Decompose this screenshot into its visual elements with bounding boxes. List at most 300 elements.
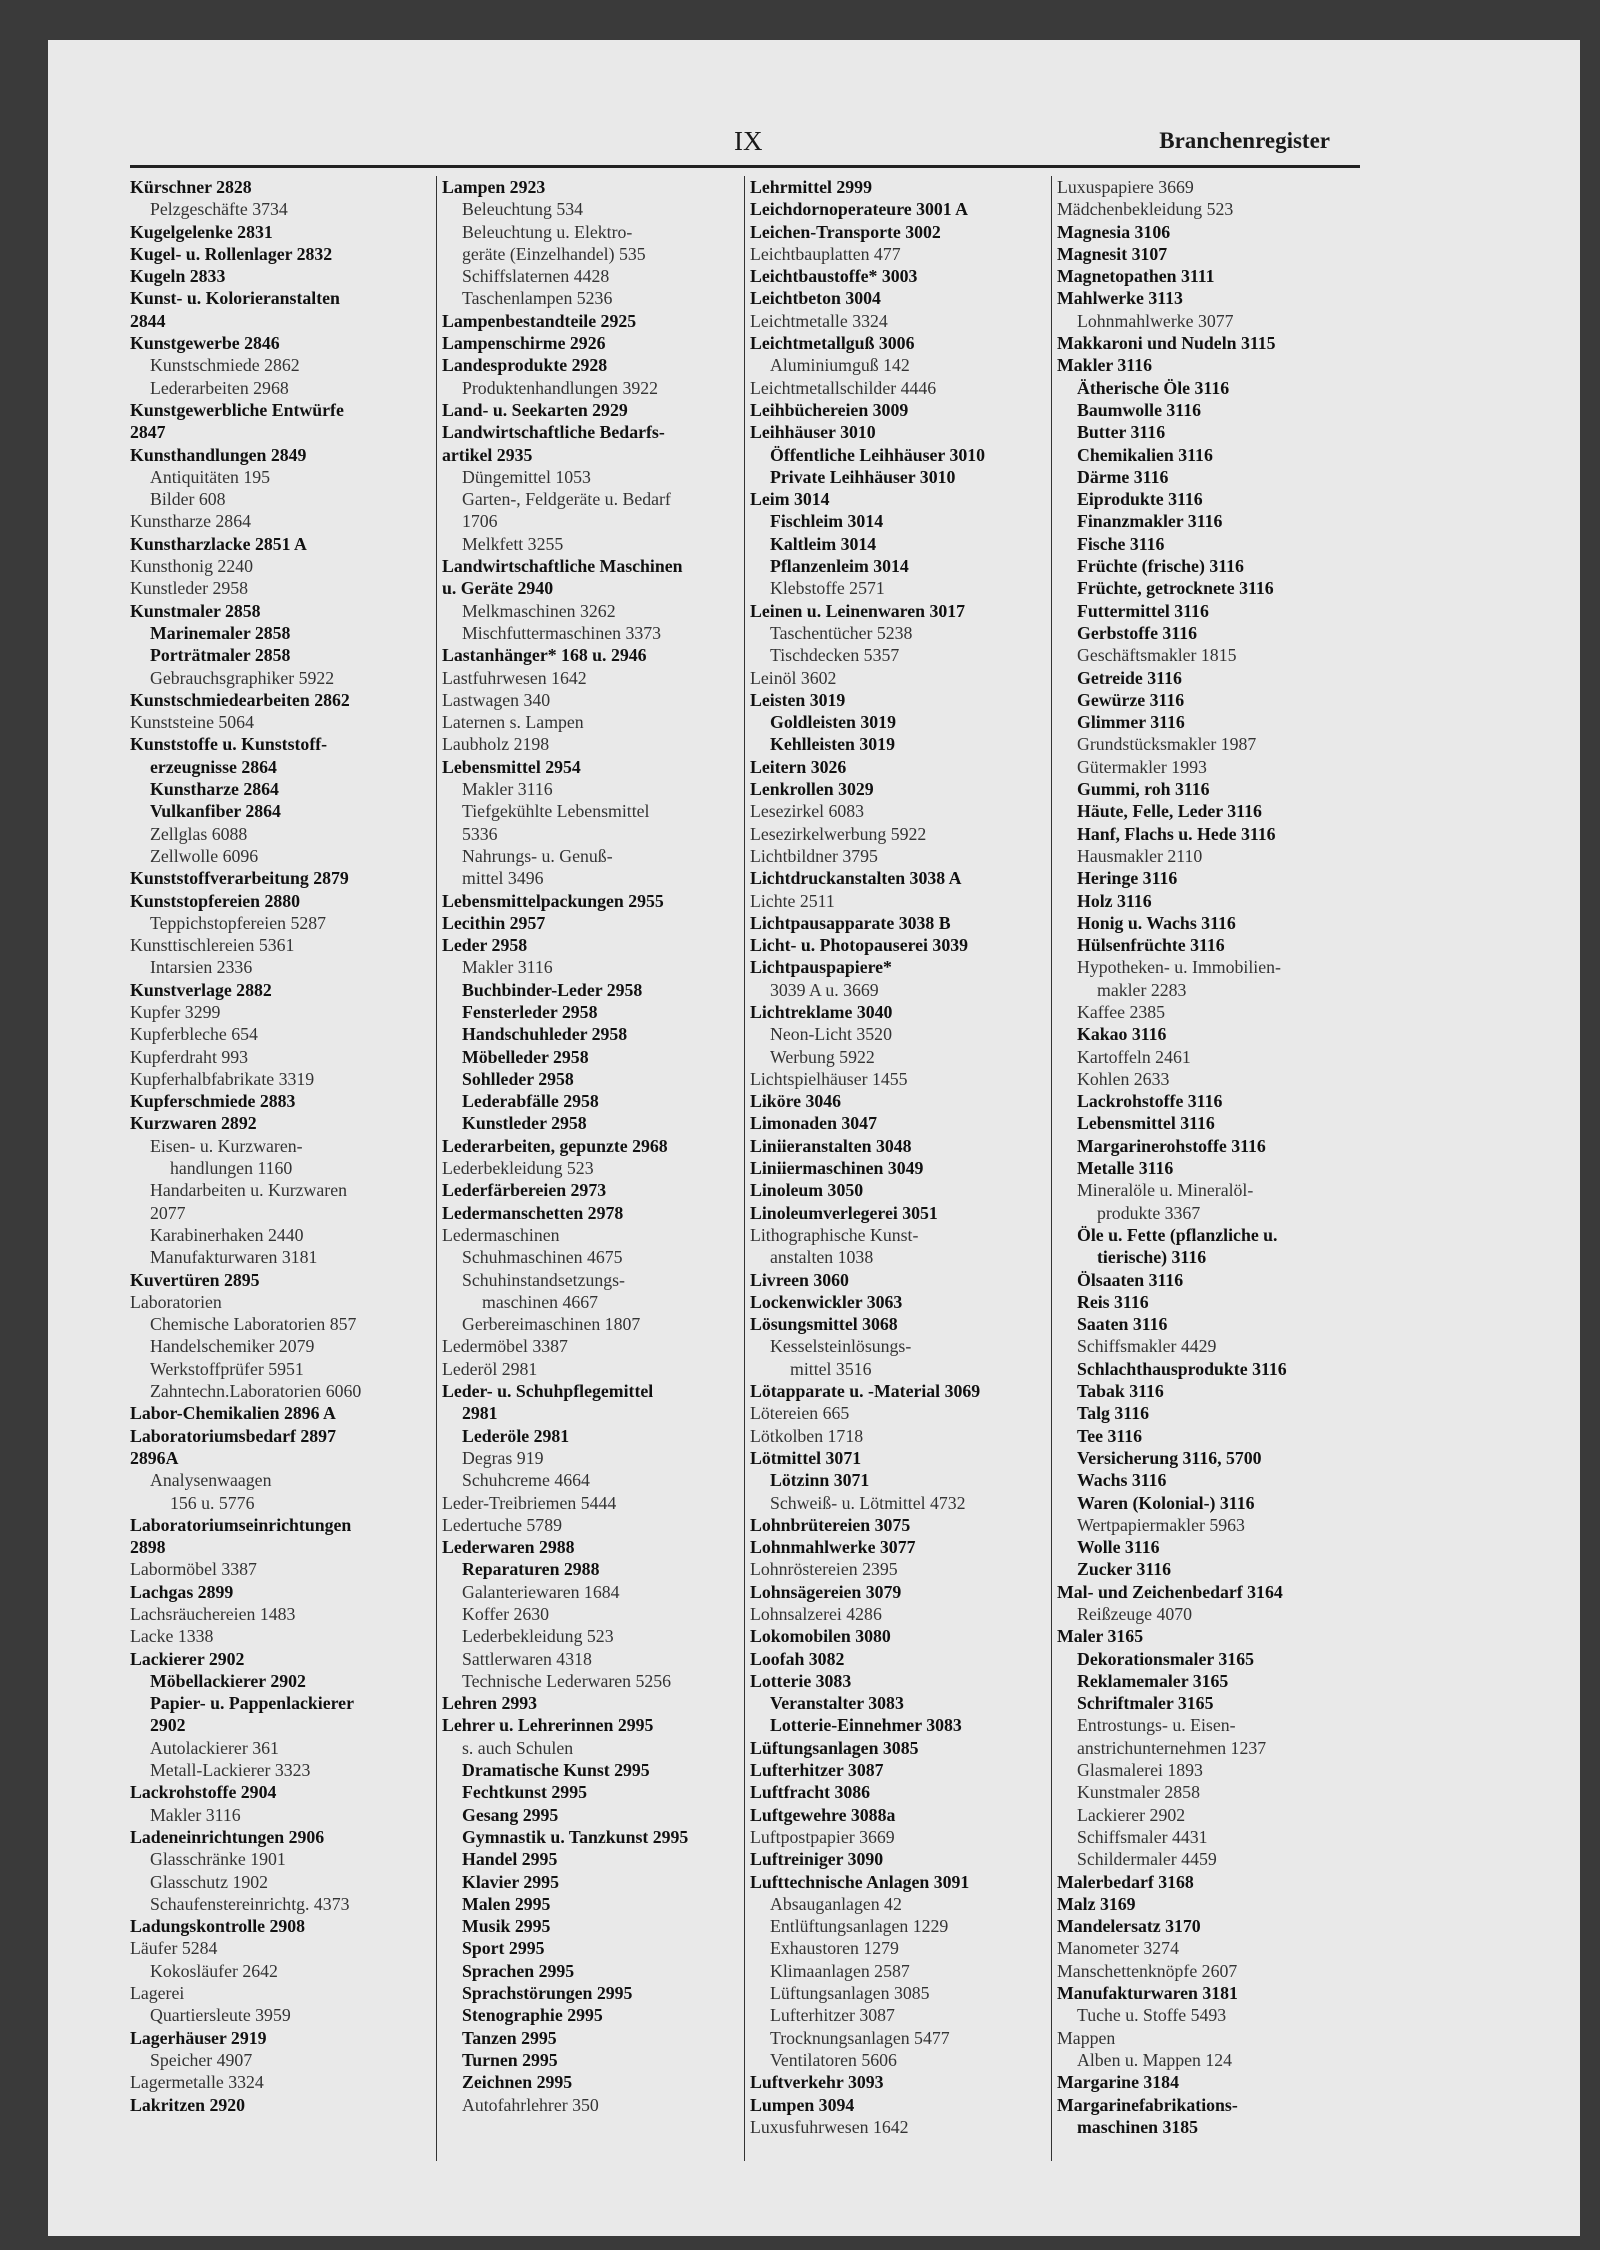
- register-entry: Mädchenbekleidung 523: [1057, 199, 1234, 220]
- register-subentry: Zellwolle 6096: [150, 845, 259, 866]
- register-subentry: Lederöle 2981: [462, 1425, 570, 1446]
- register-entry: Leisten 3019: [750, 689, 846, 710]
- register-subentry: Kunstleder 2958: [462, 1113, 587, 1134]
- register-subentry: Eisen- u. Kurzwaren-: [150, 1135, 303, 1156]
- register-entry: Leitern 3026: [750, 756, 847, 777]
- register-entry: Lackierer 2902: [130, 1648, 245, 1669]
- register-entry: Liniieranstalten 3048: [750, 1135, 912, 1156]
- register-subentry: Werbung 5922: [770, 1046, 875, 1067]
- register-subentry: Wachs 3116: [1077, 1470, 1167, 1491]
- register-entry: Magnesia 3106: [1057, 221, 1171, 242]
- register-entry: Linoleumverlegerei 3051: [750, 1202, 938, 1223]
- register-subentry: Analysenwaagen: [150, 1470, 272, 1491]
- register-entry: Livreen 3060: [750, 1269, 849, 1290]
- register-subentry: Baumwolle 3116: [1077, 399, 1201, 420]
- register-subentry: Tabak 3116: [1077, 1381, 1164, 1402]
- register-entry: 2896A: [130, 1447, 179, 1468]
- register-entry: Leim 3014: [750, 489, 830, 510]
- register-entry: Magnesit 3107: [1057, 243, 1168, 264]
- register-subentry: Holz 3116: [1077, 890, 1152, 911]
- register-entry: Leichtmetallguß 3006: [750, 333, 915, 354]
- register-subentry: Dramatische Kunst 2995: [462, 1760, 650, 1781]
- register-subentry: Buchbinder-Leder 2958: [462, 979, 643, 1000]
- register-subentry: Kohlen 2633: [1077, 1068, 1170, 1089]
- register-entry: Maler 3165: [1057, 1626, 1144, 1647]
- register-entry: Leinöl 3602: [750, 667, 837, 688]
- register-entry: Lehrmittel 2999: [750, 177, 872, 197]
- register-subentry: Antiquitäten 195: [150, 466, 271, 487]
- register-entry: 2898: [130, 1537, 166, 1558]
- register-subentry: Autofahrlehrer 350: [462, 2094, 599, 2115]
- register-subentry: Schuhmaschinen 4675: [462, 1247, 623, 1268]
- register-subentry: Kakao 3116: [1077, 1024, 1167, 1045]
- register-subentry: Mineralöle u. Mineralöl-: [1077, 1180, 1254, 1201]
- register-subentry: Sattlerwaren 4318: [462, 1648, 592, 1669]
- register-entry: Kürschner 2828: [130, 177, 252, 197]
- register-subentry: Pflanzenleim 3014: [770, 556, 909, 577]
- register-subentry: Absauganlagen 42: [770, 1893, 902, 1914]
- register-subentry: Manufakturwaren 3181: [150, 1247, 318, 1268]
- register-subentry: Kunstharze 2864: [150, 779, 279, 800]
- register-subentry: Fensterleder 2958: [462, 1001, 598, 1022]
- register-entry: Kunstgewerbe 2846: [130, 333, 280, 354]
- register-entry: Leichtmetallschilder 4446: [750, 377, 937, 398]
- register-entry: Margarine 3184: [1057, 2072, 1179, 2093]
- register-subentry: Taschenlampen 5236: [462, 288, 613, 309]
- register-entry: Lotterie 3083: [750, 1670, 852, 1691]
- register-entry: Lederöl 2981: [442, 1358, 538, 1379]
- register-subentry: Schiffsmakler 4429: [1077, 1336, 1217, 1357]
- register-subentry: Pelzgeschäfte 3734: [150, 199, 288, 220]
- register-entry: Kugel- u. Rollenlager 2832: [130, 243, 333, 264]
- register-entry: Lebensmittel 2954: [442, 756, 581, 777]
- register-entry: 2847: [130, 422, 166, 443]
- register-subentry: Schriftmaler 3165: [1077, 1693, 1214, 1714]
- register-entry: Kunststeine 5064: [130, 712, 254, 733]
- register-subentry: Galanteriewaren 1684: [462, 1581, 620, 1602]
- register-entry: Lebensmittelpackungen 2955: [442, 890, 664, 911]
- register-subentry: Koffer 2630: [462, 1604, 550, 1624]
- register-entry: Luftreiniger 3090: [750, 1849, 884, 1870]
- register-entry: Lagerhäuser 2919: [130, 2027, 267, 2048]
- register-entry: Lichtpauspapiere*: [750, 957, 892, 978]
- register-subentry: Gewürze 3116: [1077, 689, 1185, 710]
- register-subentry: Nahrungs- u. Genuß-: [462, 845, 613, 866]
- register-entry: Kupferbleche 654: [130, 1024, 258, 1045]
- register-column-3: [750, 176, 1065, 2138]
- register-entry: 2844: [130, 310, 166, 331]
- register-subentry: Sprachen 2995: [462, 1960, 575, 1981]
- register-subentry: Fischleim 3014: [770, 511, 884, 532]
- register-entry: Kunststoffverarbeitung 2879: [130, 868, 349, 889]
- register-entry: Lichtpausapparate 3038 B: [750, 912, 951, 933]
- register-subentry: Turnen 2995: [462, 2049, 558, 2070]
- register-entry: Lampen 2923: [442, 177, 546, 197]
- register-entry: Labormöbel 3387: [130, 1559, 257, 1580]
- register-subentry: 2981: [462, 1403, 498, 1424]
- register-subentry: Gütermakler 1993: [1077, 756, 1207, 777]
- register-entry: Landwirtschaftliche Maschinen: [442, 556, 683, 577]
- register-entry: Lötapparate u. -Material 3069: [750, 1381, 981, 1402]
- register-entry: Lötereien 665: [750, 1403, 850, 1424]
- register-subentry: Ölsaaten 3116: [1077, 1269, 1184, 1290]
- register-subentry: Entlüftungsanlagen 1229: [770, 1916, 949, 1937]
- register-subentry: anstalten 1038: [770, 1247, 874, 1268]
- register-subentry: Handelschemiker 2079: [150, 1336, 315, 1357]
- register-entry: Mahlwerke 3113: [1057, 288, 1183, 309]
- register-subentry: Gymnastik u. Tanzkunst 2995: [462, 1826, 689, 1847]
- register-entry: Mal- und Zeichenbedarf 3164: [1057, 1581, 1283, 1602]
- register-entry: Liniiermaschinen 3049: [750, 1158, 924, 1179]
- register-entry: Kunststopfereien 2880: [130, 890, 301, 911]
- register-subentry: Zahntechn.Laboratorien 6060: [150, 1381, 362, 1402]
- register-subentry: Handschuhleder 2958: [462, 1024, 628, 1045]
- register-entry: Lockenwickler 3063: [750, 1291, 903, 1312]
- register-entry: Loofah 3082: [750, 1648, 845, 1669]
- register-entry: Lohnsalzerei 4286: [750, 1604, 882, 1624]
- register-subentry: Finanzmakler 3116: [1077, 511, 1223, 532]
- register-entry: Läufer 5284: [130, 1938, 218, 1959]
- register-subentry: Sprachstörungen 2995: [462, 1983, 633, 2004]
- register-subentry: Papier- u. Pappenlackierer: [150, 1693, 354, 1714]
- register-column-1: [130, 176, 445, 2116]
- register-entry: Luftverkehr 3093: [750, 2072, 884, 2093]
- register-subentry: Kokosläufer 2642: [150, 1960, 278, 1981]
- register-entry: Kunstleder 2958: [130, 578, 249, 599]
- register-subentry: Chemische Laboratorien 857: [150, 1314, 357, 1335]
- register-entry: Limonaden 3047: [750, 1113, 877, 1134]
- register-entry: Laboratoriumseinrichtungen: [130, 1514, 352, 1535]
- register-subentry: maschinen 3185: [1077, 2116, 1199, 2137]
- register-entry: Luftgewehre 3088a: [750, 1804, 896, 1825]
- register-subentry: Häute, Felle, Leder 3116: [1077, 801, 1262, 822]
- register-entry: Leichtbaustoffe* 3003: [750, 266, 918, 287]
- register-subentry: Handel 2995: [462, 1849, 558, 1870]
- register-subentry: mittel 3496: [462, 868, 544, 889]
- register-subentry: Kunstmaler 2858: [1077, 1782, 1200, 1803]
- register-entry: Lastwagen 340: [442, 689, 551, 710]
- register-entry: Leichen-Transporte 3002: [750, 221, 941, 242]
- register-subentry: Lackrohstoffe 3116: [1077, 1091, 1223, 1112]
- register-subentry: Autolackierer 361: [150, 1737, 279, 1758]
- register-subentry: Geschäftsmakler 1815: [1077, 645, 1237, 666]
- register-entry: Luftfracht 3086: [750, 1782, 871, 1803]
- register-subentry: Öle u. Fette (pflanzliche u.: [1077, 1224, 1278, 1245]
- register-subentry: Chemikalien 3116: [1077, 444, 1213, 465]
- page-header: [0, 0, 1600, 170]
- register-subentry: Öffentliche Leihhäuser 3010: [770, 444, 986, 465]
- register-entry: Lakritzen 2920: [130, 2094, 246, 2115]
- register-entry: Kupferdraht 993: [130, 1046, 249, 1067]
- register-subentry: Lüftungsanlagen 3085: [770, 1983, 930, 2004]
- register-subentry: Makler 3116: [150, 1804, 241, 1825]
- register-entry: Manufakturwaren 3181: [1057, 1983, 1238, 2004]
- register-entry: Lagerei: [130, 1983, 185, 2004]
- register-subentry: Werkstoffprüfer 5951: [150, 1358, 304, 1379]
- register-entry: Lokomobilen 3080: [750, 1626, 891, 1647]
- register-subentry: Früchte, getrocknete 3116: [1077, 578, 1274, 599]
- register-entry: Leder- u. Schuhpflegemittel: [442, 1381, 654, 1402]
- register-entry: Lohnmahlwerke 3077: [750, 1537, 916, 1558]
- register-entry: Laubholz 2198: [442, 734, 550, 755]
- register-subentry: Degras 919: [462, 1447, 544, 1468]
- register-subentry: Exhaustoren 1279: [770, 1938, 899, 1959]
- register-entry: Lacke 1338: [130, 1626, 214, 1647]
- register-subentry: 2902: [150, 1715, 186, 1736]
- register-subentry: Aluminiumguß 142: [770, 355, 910, 376]
- register-subentry: Bilder 608: [150, 489, 226, 510]
- register-entry: Laboratoriumsbedarf 2897: [130, 1425, 336, 1446]
- register-entry: Lehrer u. Lehrerinnen 2995: [442, 1715, 654, 1736]
- register-entry: Manometer 3274: [1057, 1938, 1179, 1959]
- register-entry: Lenkrollen 3029: [750, 779, 874, 800]
- register-subentry: Zucker 3116: [1077, 1559, 1172, 1580]
- register-entry: Lehren 2993: [442, 1693, 538, 1714]
- register-subentry: anstrichunternehmen 1237: [1077, 1737, 1267, 1758]
- register-subentry: Schiffslaternen 4428: [462, 266, 610, 287]
- register-subentry: Talg 3116: [1077, 1403, 1149, 1424]
- register-subentry: tierische) 3116: [1097, 1247, 1207, 1268]
- register-entry: Leichdornoperateure 3001 A: [750, 199, 968, 220]
- register-subentry: Düngemittel 1053: [462, 466, 591, 487]
- register-subentry: Stenographie 2995: [462, 2005, 603, 2026]
- register-entry: Lufttechnische Anlagen 3091: [750, 1871, 970, 1892]
- register-subentry: Lötzinn 3071: [770, 1470, 870, 1491]
- register-subentry: Eiprodukte 3116: [1077, 489, 1203, 510]
- register-entry: Ledertuche 5789: [442, 1514, 562, 1535]
- page-number: IX: [734, 126, 763, 156]
- register-subentry: Tiefgekühlte Lebensmittel: [462, 801, 650, 822]
- register-entry: Kunsttischlereien 5361: [130, 935, 295, 956]
- register-subentry: 3039 A u. 3669: [770, 979, 879, 1000]
- register-entry: Lesezirkel 6083: [750, 801, 865, 822]
- register-entry: Lötkolben 1718: [750, 1425, 864, 1446]
- register-subentry: Lackierer 2902: [1077, 1804, 1186, 1825]
- register-entry: Lichte 2511: [750, 890, 835, 911]
- register-subentry: Goldleisten 3019: [770, 712, 896, 733]
- register-subentry: Produktenhandlungen 3922: [462, 377, 659, 398]
- register-subentry: Lederabfälle 2958: [462, 1091, 599, 1112]
- register-entry: Lederwaren 2988: [442, 1537, 575, 1558]
- register-subentry: Kunstschmiede 2862: [150, 355, 300, 376]
- register-entry: Land- u. Seekarten 2929: [442, 399, 628, 420]
- register-subentry: Ätherische Öle 3116: [1077, 377, 1230, 398]
- register-subentry: Taschentücher 5238: [770, 622, 913, 643]
- register-subentry: Beleuchtung u. Elektro-: [462, 221, 633, 242]
- register-entry: Lufterhitzer 3087: [750, 1760, 884, 1781]
- register-subentry: Möbelleder 2958: [462, 1046, 589, 1067]
- register-entry: Lumpen 3094: [750, 2094, 855, 2115]
- register-subentry: Handarbeiten u. Kurzwaren: [150, 1180, 347, 1201]
- register-subentry: Lederarbeiten 2968: [150, 377, 289, 398]
- register-entry: Kunstgewerbliche Entwürfe: [130, 399, 344, 420]
- register-entry: Makler 3116: [1057, 355, 1152, 376]
- register-subentry: Karabinerhaken 2440: [150, 1224, 304, 1245]
- register-subentry: Schildermaler 4459: [1077, 1849, 1217, 1870]
- register-subentry: Intarsien 2336: [150, 957, 253, 978]
- register-entry: Mandelersatz 3170: [1057, 1916, 1201, 1937]
- register-subentry: Tee 3116: [1077, 1425, 1143, 1446]
- register-subentry: Fechtkunst 2995: [462, 1782, 587, 1803]
- register-entry: Lastanhänger* 168 u. 2946: [442, 645, 647, 666]
- register-subentry: Sohlleder 2958: [462, 1068, 574, 1089]
- register-subentry: 156 u. 5776: [170, 1492, 255, 1513]
- register-entry: Mappen: [1057, 2027, 1116, 2048]
- register-entry: Kugelgelenke 2831: [130, 221, 273, 242]
- register-entry: Lohnsägereien 3079: [750, 1581, 902, 1602]
- register-subentry: Lufterhitzer 3087: [770, 2005, 895, 2026]
- register-subentry: Hausmakler 2110: [1077, 845, 1203, 866]
- register-entry: Lüftungsanlagen 3085: [750, 1737, 919, 1758]
- register-entry: Kugeln 2833: [130, 266, 226, 287]
- register-subentry: Technische Lederwaren 5256: [462, 1670, 672, 1691]
- register-subentry: Därme 3116: [1077, 466, 1169, 487]
- register-entry: u. Geräte 2940: [442, 578, 554, 599]
- section-title: Branchenregister: [1159, 128, 1330, 153]
- register-entry: Kurzwaren 2892: [130, 1113, 257, 1134]
- register-subentry: Gerbstoffe 3116: [1077, 622, 1197, 643]
- register-entry: Kunsthonig 2240: [130, 556, 253, 577]
- register-entry: Lederarbeiten, gepunzte 2968: [442, 1135, 668, 1156]
- register-subentry: Teppichstopfereien 5287: [150, 912, 327, 933]
- register-subentry: Klebstoffe 2571: [770, 578, 885, 599]
- register-entry: Leinen u. Leinenwaren 3017: [750, 600, 966, 621]
- register-subentry: maschinen 4667: [482, 1291, 599, 1312]
- register-entry: Lampenbestandteile 2925: [442, 310, 637, 331]
- register-subentry: Trocknungsanlagen 5477: [770, 2027, 950, 2048]
- register-subentry: Hülsenfrüchte 3116: [1077, 935, 1225, 956]
- register-subentry: Beleuchtung 534: [462, 199, 583, 220]
- register-subentry: Lebensmittel 3116: [1077, 1113, 1215, 1134]
- register-subentry: Glimmer 3116: [1077, 712, 1185, 733]
- register-subentry: Schiffsmaler 4431: [1077, 1826, 1208, 1847]
- register-subentry: erzeugnisse 2864: [150, 756, 277, 777]
- register-subentry: Makler 3116: [462, 957, 553, 978]
- register-subentry: Musik 2995: [462, 1916, 551, 1937]
- register-subentry: Glasschränke 1901: [150, 1849, 286, 1870]
- register-entry: Lachsräuchereien 1483: [130, 1604, 296, 1624]
- register-subentry: Melkmaschinen 3262: [462, 600, 616, 621]
- register-subentry: Saaten 3116: [1077, 1314, 1168, 1335]
- register-subentry: Veranstalter 3083: [770, 1693, 904, 1714]
- register-subentry: Ventilatoren 5606: [770, 2049, 897, 2070]
- register-entry: Landwirtschaftliche Bedarfs-: [442, 422, 665, 443]
- register-subentry: Kesselsteinlösungs-: [770, 1336, 912, 1357]
- register-entry: Kunsthandlungen 2849: [130, 444, 307, 465]
- register-entry: Kunststoffe u. Kunststoff-: [130, 734, 328, 755]
- register-subentry: Schlachthausprodukte 3116: [1077, 1358, 1287, 1379]
- register-subentry: Quartiersleute 3959: [150, 2005, 291, 2026]
- register-subentry: Alben u. Mappen 124: [1077, 2049, 1233, 2070]
- register-entry: Manschettenknöpfe 2607: [1057, 1960, 1238, 1981]
- register-subentry: Gerbereimaschinen 1807: [462, 1314, 641, 1335]
- register-column-2: [442, 176, 757, 2116]
- register-subentry: Reißzeuge 4070: [1077, 1604, 1193, 1624]
- register-subentry: Metall-Lackierer 3323: [150, 1760, 311, 1781]
- register-entry: Kupferschmiede 2883: [130, 1091, 296, 1112]
- register-entry: Laternen s. Lampen: [442, 712, 584, 733]
- register-subentry: Schweiß- u. Lötmittel 4732: [770, 1492, 966, 1513]
- register-entry: Lagermetalle 3324: [130, 2072, 264, 2093]
- register-entry: Luxuspapiere 3669: [1057, 177, 1194, 197]
- register-subentry: Kehlleisten 3019: [770, 734, 895, 755]
- register-entry: Lohnröstereien 2395: [750, 1559, 898, 1580]
- header-rule: [130, 165, 1360, 168]
- register-subentry: Getreide 3116: [1077, 667, 1182, 688]
- register-subentry: s. auch Schulen: [462, 1737, 574, 1758]
- register-entry: Lichtreklame 3040: [750, 1001, 893, 1022]
- register-entry: Lederfärbereien 2973: [442, 1180, 607, 1201]
- register-subentry: 1706: [462, 511, 498, 532]
- register-entry: Leichtmetalle 3324: [750, 310, 888, 331]
- register-subentry: Möbellackierer 2902: [150, 1670, 306, 1691]
- register-entry: Leder 2958: [442, 935, 528, 956]
- register-subentry: Porträtmaler 2858: [150, 645, 291, 666]
- register-entry: Leder-Treibriemen 5444: [442, 1492, 617, 1513]
- register-entry: Lichtspielhäuser 1455: [750, 1068, 908, 1089]
- register-entry: Malz 3169: [1057, 1893, 1136, 1914]
- register-subentry: Fische 3116: [1077, 533, 1165, 554]
- register-subentry: Grundstücksmakler 1987: [1077, 734, 1257, 755]
- register-entry: Kunstharze 2864: [130, 511, 251, 532]
- register-entry: Ladungskontrolle 2908: [130, 1916, 306, 1937]
- register-subentry: Tischdecken 5357: [770, 645, 900, 666]
- register-entry: Lederbekleidung 523: [442, 1158, 594, 1179]
- register-entry: Kunstschmiedearbeiten 2862: [130, 689, 350, 710]
- register-subentry: Gummi, roh 3116: [1077, 779, 1210, 800]
- register-entry: Linoleum 3050: [750, 1180, 864, 1201]
- register-entry: Luxusfuhrwesen 1642: [750, 2116, 909, 2137]
- register-subentry: Zellglas 6088: [150, 823, 248, 844]
- register-subentry: Schuhcreme 4664: [462, 1470, 590, 1491]
- register-subentry: Honig u. Wachs 3116: [1077, 912, 1236, 933]
- register-subentry: produkte 3367: [1097, 1202, 1201, 1223]
- register-subentry: Malen 2995: [462, 1893, 551, 1914]
- register-entry: Malerbedarf 3168: [1057, 1871, 1194, 1892]
- register-entry: Leichtbauplatten 477: [750, 243, 901, 264]
- register-subentry: Reklamemaler 3165: [1077, 1670, 1229, 1691]
- register-subentry: Marinemaler 2858: [150, 622, 291, 643]
- register-subentry: 5336: [462, 823, 498, 844]
- register-subentry: Hypotheken- u. Immobilien-: [1077, 957, 1281, 978]
- register-subentry: Butter 3116: [1077, 422, 1166, 443]
- register-subentry: Klavier 2995: [462, 1871, 559, 1892]
- register-entry: Luftpostpapier 3669: [750, 1826, 895, 1847]
- register-entry: Lesezirkelwerbung 5922: [750, 823, 927, 844]
- register-entry: Kunstverlage 2882: [130, 979, 272, 1000]
- register-subentry: Glasmalerei 1893: [1077, 1760, 1203, 1781]
- register-entry: Lichtbildner 3795: [750, 845, 878, 866]
- register-entry: Leihhäuser 3010: [750, 422, 876, 443]
- register-entry: Lichtdruckanstalten 3038 A: [750, 868, 962, 889]
- register-subentry: Neon-Licht 3520: [770, 1024, 892, 1045]
- register-subentry: Tanzen 2995: [462, 2027, 557, 2048]
- register-subentry: Kaffee 2385: [1077, 1001, 1166, 1022]
- register-subentry: Heringe 3116: [1077, 868, 1178, 889]
- register-subentry: Makler 3116: [462, 779, 553, 800]
- register-subentry: Hanf, Flachs u. Hede 3116: [1077, 823, 1276, 844]
- register-subentry: Reparaturen 2988: [462, 1559, 600, 1580]
- register-entry: Lithographische Kunst-: [750, 1224, 919, 1245]
- register-subentry: Metalle 3116: [1077, 1158, 1174, 1179]
- register-entry: Kupferhalbfabrikate 3319: [130, 1068, 315, 1089]
- register-subentry: Lohnmahlwerke 3077: [1077, 310, 1234, 331]
- register-entry: Licht- u. Photopauserei 3039: [750, 935, 968, 956]
- register-entry: Makkaroni und Nudeln 3115: [1057, 333, 1276, 354]
- register-subentry: Tuche u. Stoffe 5493: [1077, 2005, 1227, 2026]
- register-entry: Liköre 3046: [750, 1091, 842, 1112]
- register-subentry: Dekorationsmaler 3165: [1077, 1648, 1254, 1669]
